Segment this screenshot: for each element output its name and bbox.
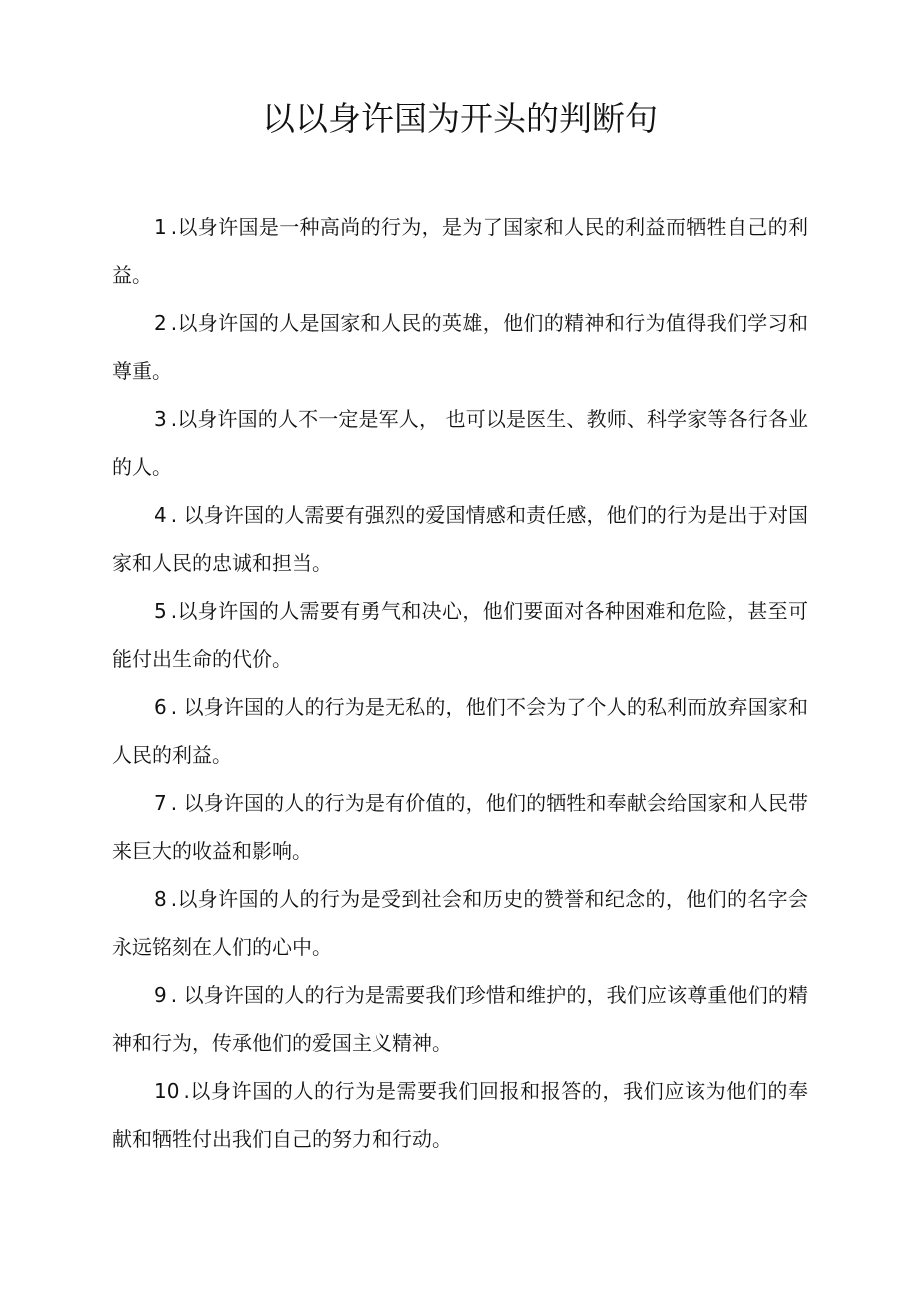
item-text: .以身许国的人是国家和人民的英雄，他们的精神和行为值得我们学习和尊重。 — [112, 311, 808, 383]
item-text: . 以身许国的人的行为是需要我们珍惜和维护的，我们应该尊重他们的精神和行为，传承他们的爱国主义精神。 — [112, 983, 808, 1055]
list-item — [112, 1067, 808, 1163]
list-item — [112, 875, 808, 971]
list-item — [112, 395, 808, 491]
item-number: 9 — [154, 983, 167, 1007]
item-text: .以身许国是一种高尚的行为，是为了国家和人民的利益而牺牲自己的利益。 — [112, 215, 808, 287]
item-text: . 以身许国的人的行为是有价值的，他们的牺牲和奉献会给国家和人民带来巨大的收益和影响。 — [112, 791, 808, 863]
item-number: 10 — [154, 1079, 180, 1103]
statement-list — [112, 203, 808, 1163]
list-item — [112, 971, 808, 1067]
page-title: 以以身许国为开头的判断句 — [262, 99, 658, 138]
list-item — [112, 587, 808, 683]
list-item — [112, 779, 808, 875]
item-number: 8 — [154, 887, 167, 911]
list-item — [112, 299, 808, 395]
item-text: .以身许国的人的行为是需要我们回报和报答的，我们应该为他们的奉献和牺牲付出我们自己的努力和行动。 — [112, 1079, 808, 1151]
item-number: 1 — [154, 215, 167, 239]
item-text: .以身许国的人需要有勇气和决心，他们要面对各种困难和危险，甚至可能付出生命的代价。 — [112, 599, 808, 671]
item-number: 4 — [154, 503, 167, 527]
list-item — [112, 683, 808, 779]
item-text: .以身许国的人的行为是受到社会和历史的赞誉和纪念的，他们的名字会永远铭刻在人们的心中。 — [112, 887, 808, 959]
item-number: 6 — [154, 695, 167, 719]
item-number: 7 — [154, 791, 167, 815]
item-text: .以身许国的人不一定是军人， 也可以是医生、教师、科学家等各行各业的人。 — [112, 407, 808, 479]
item-number: 5 — [154, 599, 167, 623]
item-text: . 以身许国的人的行为是无私的，他们不会为了个人的私利而放弃国家和人民的利益。 — [112, 695, 808, 767]
list-item — [112, 491, 808, 587]
item-number: 2 — [154, 311, 167, 335]
item-number: 3 — [154, 407, 167, 431]
item-text: . 以身许国的人需要有强烈的爱国情感和责任感，他们的行为是出于对国家和人民的忠诚和担当。 — [112, 503, 808, 575]
list-item — [112, 203, 808, 299]
